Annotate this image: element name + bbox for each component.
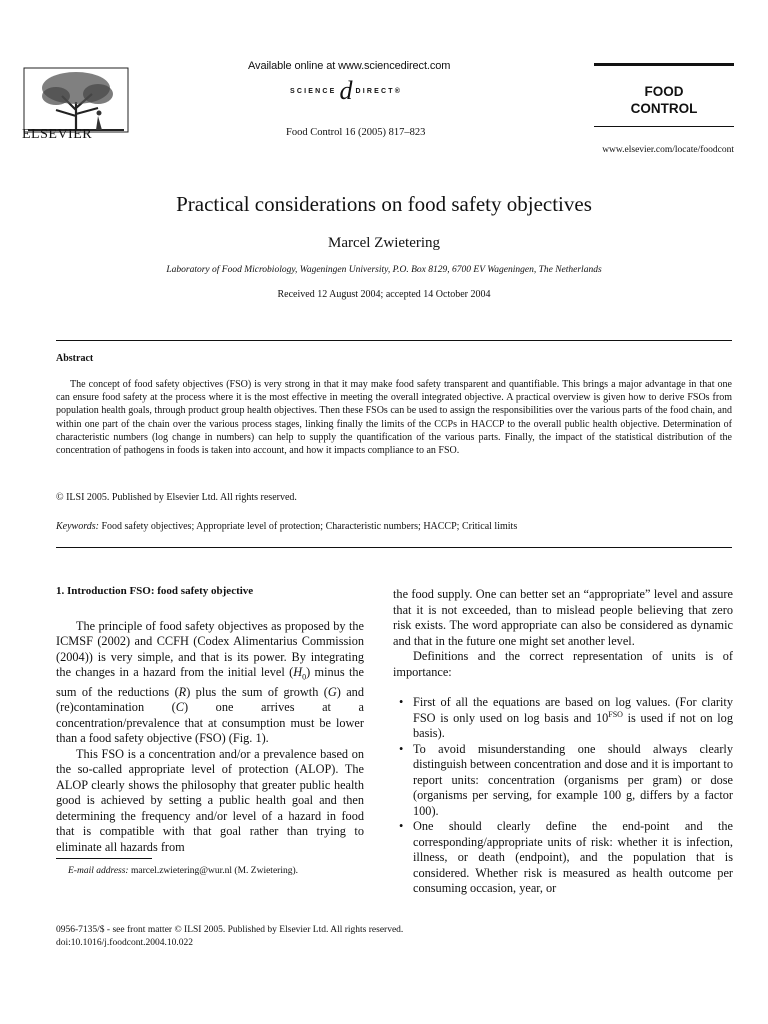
received-dates: Received 12 August 2004; accepted 14 October 2004 xyxy=(277,289,491,300)
right-column xyxy=(393,587,733,897)
email-label: E-mail address: xyxy=(68,866,129,876)
sciencedirect-left: SCIENCE xyxy=(290,87,337,95)
article-title: Practical considerations on food safety objectives xyxy=(176,192,592,216)
available-online-text: Available online at www.sciencedirect.com xyxy=(248,60,451,72)
abstract-copyright: © ILSI 2005. Published by Elsevier Ltd. All rights reserved. xyxy=(56,492,297,503)
email-address[interactable]: marcel.zwietering@wur.nl (M. Zwietering). xyxy=(130,866,299,876)
bullet-list xyxy=(393,695,733,897)
sciencedirect-logo xyxy=(290,76,403,105)
footnote-rule xyxy=(56,858,152,859)
divider-top xyxy=(56,340,732,341)
paragraph: Definitions and the correct representation of units is of importance: xyxy=(393,649,733,679)
paragraph: The principle of food safety objectives as proposed by the ICMSF (2002) and CCFH (Codex Alimentarius Commission (2004)) is very simple, and that is its power. By integrating the changes in a hazard from the initial level $(H_0)$ minus the sum of the reductions (R) plus the sum of growth (G) and (re)contamination (C) one arrives at a concentration/prevalence that at consumption must be lower than a food safety objective (FSO) (Fig. 1). xyxy=(56,618,364,746)
abstract-heading: Abstract xyxy=(56,353,94,364)
issn-block xyxy=(56,924,403,950)
publisher-name: ELSEVIER xyxy=(22,127,93,142)
list-item: • First of all the equations are based on log values. (For clarity FSO is only used on log basis and $10^{FSO}$ is used if not on log basis). xyxy=(393,695,733,742)
journal-citation: Food Control 16 (2005) 817–823 xyxy=(286,127,426,138)
page-header xyxy=(0,0,768,160)
sciencedirect-right: DIRECT® xyxy=(355,87,403,95)
article-author: Marcel Zwietering xyxy=(327,235,441,251)
keywords-label: Keywords: xyxy=(56,521,99,532)
doi-line[interactable]: doi:10.1016/j.foodcont.2004.10.022 xyxy=(56,938,193,948)
author-affiliation: Laboratory of Food Microbiology, Wageningen University, P.O. Box 8129, 6700 EV Wageningen, The Netherlands xyxy=(166,265,602,275)
sciencedirect-d: d xyxy=(339,76,353,105)
left-column xyxy=(56,584,364,855)
journal-name xyxy=(594,83,734,117)
journal-name-line2: CONTROL xyxy=(630,101,698,116)
abstract-body xyxy=(56,378,732,457)
divider-bottom xyxy=(56,547,732,548)
footnote xyxy=(56,866,298,876)
paragraph: the food supply. One can better set an “appropriate” level and assure that it is not exceeded, than to mislead people believing that zero risk exists. The word appropriate can also be considered as dynamic and that in the future one might set another level. xyxy=(393,587,733,648)
journal-url-link[interactable]: www.elsevier.com/locate/foodcont xyxy=(602,145,734,155)
journal-rule-bottom xyxy=(594,126,734,127)
section-heading: 1. Introduction FSO: food safety objective xyxy=(56,585,254,597)
paragraph: This FSO is a concentration and/or a prevalence based on the so-called appropriate level of protection (ALOP). The ALOP clearly shows the philosophy that greater public health good is achieved by setting a public health goal and then determining the frequency and/or level of a hazard in food that is compatible with that goal rather than trying to eliminate all hazards from xyxy=(56,746,364,854)
issn-line: 0956-7135/$ - see front matter © ILSI 2005. Published by Elsevier Ltd. All rights reserved. xyxy=(56,925,404,935)
keywords-line xyxy=(56,521,517,532)
abstract-text: The concept of food safety objectives (FSO) is very strong in that it may make food safety transparent and quantifiable. This brings a major advantage in that one can ensure food safety at the process where it is the most effective in meeting the overall integrated objective. A practical overview is given how to derive FSOs from population health goals, through product group health objectives. Then these FSOs can be used to assign the responsibilities over the various parts of the food chain, and within one part of the chain over the various process stages, linking finally the limits of the CCPs in HACCP to the overall public health objective. Determination of characteristic numbers (log change in numbers) can help to supply the quantification of the various parts. Finally, the impact of the statistical distribution of the concentration of pathogens in foods is taken into account, and how it impacts compliance to an FSO. xyxy=(56,379,732,457)
journal-rule-top xyxy=(594,63,734,66)
list-item: • One should clearly define the end-point and the corresponding/appropriate units of risk: whether it is infection, illness, or death (endpoint), and the population that is considered. Whether risk is measured as health outcome per consuming occasion, year, or xyxy=(393,819,733,897)
journal-name-line1: FOOD xyxy=(644,84,684,99)
keywords-list: Food safety objectives; Appropriate level of protection; Characteristic numbers; HACCP; Critical limits xyxy=(101,521,518,532)
list-item: • To avoid misunderstanding one should always clearly distinguish between concentration and dose and it is important to report units: concentration (organisms per gram) or dose (organisms per serving, for example 100 g, differs by a factor 100). xyxy=(393,742,733,820)
